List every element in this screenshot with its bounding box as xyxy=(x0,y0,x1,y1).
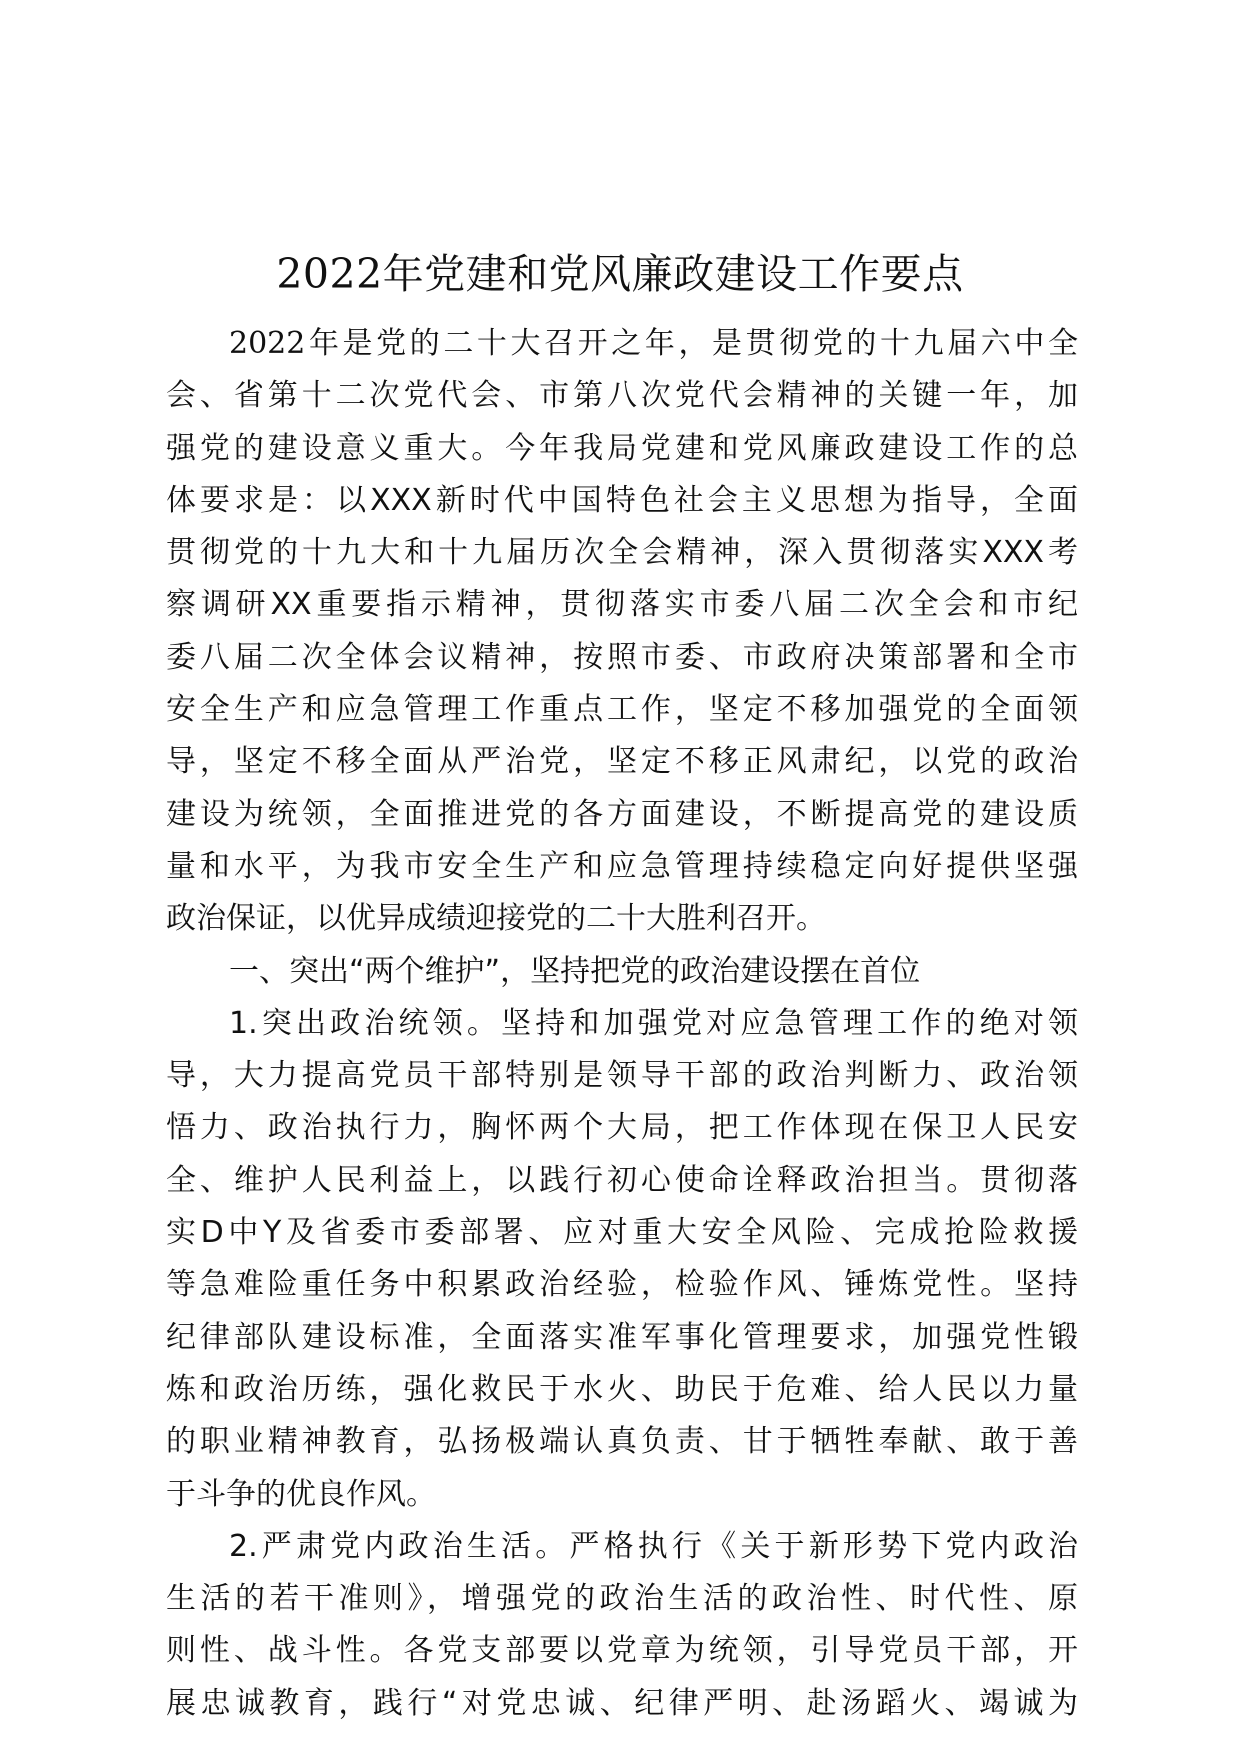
paragraph-line: 全、维护人民利益上，以践行初心使命诠释政治担当。贯彻落 xyxy=(166,1162,1078,1198)
paragraph-line: 委八届二次全体会议精神，按照市委、市政府决策部署和全市 xyxy=(166,639,1078,675)
paragraph-line: 等急难险重任务中积累政治经验，检验作风、锤炼党性。坚持 xyxy=(166,1267,1078,1303)
paragraph-line: 导，坚定不移全面从严治党，坚定不移正风肃纪，以党的政治 xyxy=(166,744,1078,780)
paragraph-line: 展忠诚教育，践行“对党忠诚、纪律严明、赴汤蹈火、竭诚为 xyxy=(166,1685,1078,1721)
paragraph-party-life xyxy=(166,1521,1078,1730)
paragraph-line: 实D中Y及省委市委部署、应对重大安全风险、完成抢险救援 xyxy=(166,1215,1078,1251)
document-body xyxy=(166,318,1078,1730)
document-title: 2022年党建和党风廉政建设工作要点 xyxy=(276,250,964,298)
paragraph-line: 悟力、政治执行力，胸怀两个大局，把工作体现在保卫人民安 xyxy=(166,1110,1078,1146)
paragraph-line: 建设为统领，全面推进党的各方面建设，不断提高党的建设质 xyxy=(166,796,1078,832)
paragraph-line: 1.突出政治统领。坚持和加强党对应急管理工作的绝对领 xyxy=(229,1005,1078,1041)
paragraph-line: 导，大力提高党员干部特别是领导干部的政治判断力、政治领 xyxy=(166,1058,1078,1094)
paragraph-line: 于斗争的优良作风。 xyxy=(166,1476,436,1512)
paragraph-line: 纪律部队建设标准，全面落实准军事化管理要求，加强党性锻 xyxy=(166,1319,1078,1355)
paragraph-line: 2.严肃党内政治生活。严格执行《关于新形势下党内政治 xyxy=(229,1528,1078,1564)
paragraph-line: 炼和政治历练，强化救民于水火、助民于危难、给人民以力量 xyxy=(166,1371,1078,1407)
paragraph-line: 政治保证，以优异成绩迎接党的二十大胜利召开。 xyxy=(166,901,826,937)
paragraph-line: 量和水平，为我市安全生产和应急管理持续稳定向好提供坚强 xyxy=(166,848,1078,884)
paragraph-line: 贯彻党的十九大和十九届历次全会精神，深入贯彻落实XXX考 xyxy=(166,535,1078,571)
paragraph-line: 察调研XX重要指示精神，贯彻落实市委八届二次全会和市纪 xyxy=(166,587,1078,623)
paragraph-line: 的职业精神教育，弘扬极端认真负责、甘于牺牲奉献、敢于善 xyxy=(166,1424,1078,1460)
section-heading: 一、突出“两个维护”，坚持把党的政治建设摆在首位 xyxy=(229,953,921,989)
paragraph-line: 强党的建设意义重大。今年我局党建和党风廉政建设工作的总 xyxy=(166,430,1078,466)
paragraph-line: 安全生产和应急管理工作重点工作，坚定不移加强党的全面领 xyxy=(166,692,1078,728)
paragraph-line: 会、省第十二次党代会、市第八次党代会精神的关键一年，加 xyxy=(166,378,1078,414)
paragraph-line: 体要求是：以XXX新时代中国特色社会主义思想为指导，全面 xyxy=(166,482,1078,518)
paragraph-line: 生活的若干准则》，增强党的政治生活的政治性、时代性、原 xyxy=(166,1581,1078,1617)
paragraph-line: 则性、战斗性。各党支部要以党章为统领，引导党员干部，开 xyxy=(166,1633,1078,1669)
paragraph-political-leadership xyxy=(166,998,1078,1521)
paragraph-intro xyxy=(166,318,1078,946)
paragraph-line: 2022年是党的二十大召开之年，是贯彻党的十九届六中全 xyxy=(229,326,1078,361)
